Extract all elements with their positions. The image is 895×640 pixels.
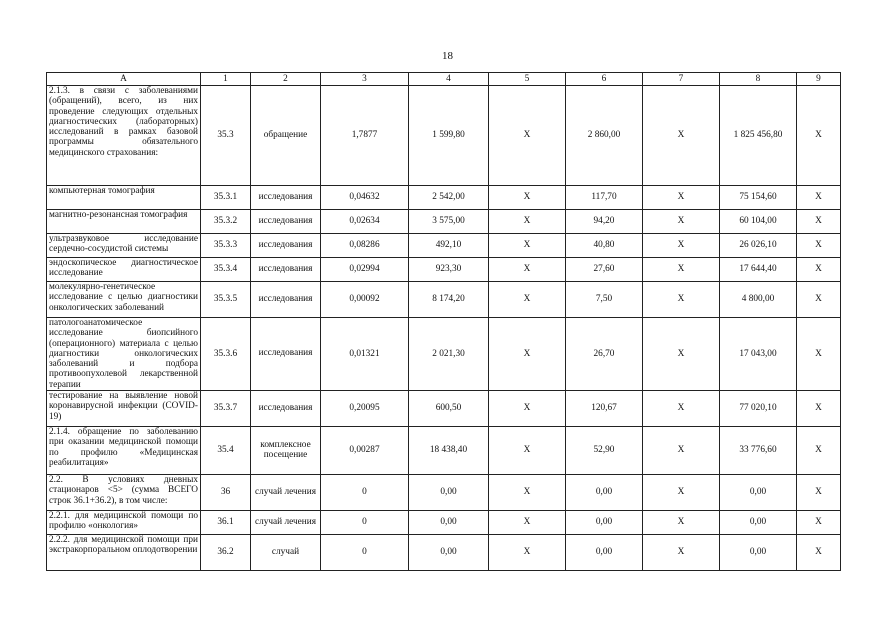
cell-col5: X (489, 318, 566, 391)
table-row (47, 391, 841, 427)
cell-code: 36.1 (201, 511, 251, 535)
header-cell-2: 2 (251, 73, 321, 86)
cell-col4: 600,50 (409, 391, 489, 427)
cell-col8: 0,00 (720, 535, 797, 571)
cell-name: эндоскопическое диагностическое исследование (47, 258, 201, 282)
cell-col4: 8 174,20 (409, 282, 489, 318)
table-row (47, 511, 841, 535)
cell-col9: X (797, 427, 841, 475)
cell-col9: X (797, 511, 841, 535)
table-row (47, 475, 841, 511)
cell-col5: X (489, 234, 566, 258)
cell-code: 36 (201, 475, 251, 511)
table-row (47, 86, 841, 186)
cell-code: 35.3 (201, 86, 251, 186)
cell-col9: X (797, 475, 841, 511)
header-cell-7: 7 (643, 73, 720, 86)
cell-unit: исследования (251, 282, 321, 318)
cell-name: 2.2.2. для медицинской помощи при экстракорпоральном оплодотворении (47, 535, 201, 571)
header-cell-6: 6 (566, 73, 643, 86)
cell-col8: 0,00 (720, 511, 797, 535)
cell-col8: 4 800,00 (720, 282, 797, 318)
cell-col8: 26 026,10 (720, 234, 797, 258)
cell-unit: исследования (251, 391, 321, 427)
cell-col9: X (797, 210, 841, 234)
cell-col8: 17 043,00 (720, 318, 797, 391)
cell-col3: 0,02994 (321, 258, 409, 282)
table-row (47, 318, 841, 391)
cell-col7: X (643, 427, 720, 475)
header-cell-8: 8 (720, 73, 797, 86)
cell-col7: X (643, 86, 720, 186)
cell-col4: 923,30 (409, 258, 489, 282)
cell-col6: 94,20 (566, 210, 643, 234)
table-row (47, 258, 841, 282)
cell-code: 36.2 (201, 535, 251, 571)
data-table (46, 72, 841, 571)
table-body (47, 86, 841, 571)
page-number: 18 (442, 50, 453, 62)
header-cell-9: 9 (797, 73, 841, 86)
cell-col5: X (489, 475, 566, 511)
cell-col3: 0,00287 (321, 427, 409, 475)
cell-col4: 2 021,30 (409, 318, 489, 391)
cell-unit: исследования (251, 234, 321, 258)
cell-col7: X (643, 258, 720, 282)
cell-code: 35.3.5 (201, 282, 251, 318)
cell-col7: X (643, 475, 720, 511)
cell-col5: X (489, 258, 566, 282)
cell-unit: комплексное посещение (251, 427, 321, 475)
cell-col4: 492,10 (409, 234, 489, 258)
cell-col3: 0,08286 (321, 234, 409, 258)
cell-name: компьютерная томография (47, 186, 201, 210)
cell-code: 35.3.6 (201, 318, 251, 391)
cell-name: 2.2. В условиях дневных стационаров <5> (сумма ВСЕГО строк 36.1+36.2), в том числе: (47, 475, 201, 511)
cell-col9: X (797, 234, 841, 258)
cell-name: ультразвуковое исследование сердечно-сосудистой системы (47, 234, 201, 258)
header-cell-1: 1 (201, 73, 251, 86)
cell-name: 2.1.4. обращение по заболеванию при оказании медицинской помощи по профилю «Медицинская реабилитация» (47, 427, 201, 475)
cell-col7: X (643, 186, 720, 210)
cell-col6: 0,00 (566, 475, 643, 511)
cell-col4: 0,00 (409, 475, 489, 511)
cell-col5: X (489, 86, 566, 186)
cell-col9: X (797, 391, 841, 427)
cell-name: 2.2.1. для медицинской помощи по профилю «онкология» (47, 511, 201, 535)
cell-col7: X (643, 535, 720, 571)
table-row (47, 186, 841, 210)
cell-col7: X (643, 282, 720, 318)
cell-col6: 120,67 (566, 391, 643, 427)
cell-col3: 0,00092 (321, 282, 409, 318)
cell-col9: X (797, 282, 841, 318)
cell-col4: 3 575,00 (409, 210, 489, 234)
cell-col3: 0,01321 (321, 318, 409, 391)
cell-col6: 26,70 (566, 318, 643, 391)
cell-col3: 1,7877 (321, 86, 409, 186)
header-cell-3: 3 (321, 73, 409, 86)
header-row (47, 73, 841, 86)
cell-col8: 77 020,10 (720, 391, 797, 427)
table-row (47, 535, 841, 571)
cell-col8: 1 825 456,80 (720, 86, 797, 186)
cell-col3: 0 (321, 475, 409, 511)
cell-col7: X (643, 391, 720, 427)
cell-col4: 2 542,00 (409, 186, 489, 210)
cell-col3: 0 (321, 535, 409, 571)
cell-col8: 33 776,60 (720, 427, 797, 475)
cell-col9: X (797, 258, 841, 282)
cell-name: тестирование на выявление новой коронавирусной инфекции (COVID-19) (47, 391, 201, 427)
table-row (47, 210, 841, 234)
cell-col6: 27,60 (566, 258, 643, 282)
cell-col5: X (489, 427, 566, 475)
cell-col9: X (797, 86, 841, 186)
cell-col4: 18 438,40 (409, 427, 489, 475)
cell-unit: исследования (251, 186, 321, 210)
table-row (47, 427, 841, 475)
cell-col6: 7,50 (566, 282, 643, 318)
cell-code: 35.3.7 (201, 391, 251, 427)
cell-name: магнитно-резонансная томография (47, 210, 201, 234)
cell-col7: X (643, 234, 720, 258)
cell-col5: X (489, 511, 566, 535)
cell-col8: 17 644,40 (720, 258, 797, 282)
cell-col6: 0,00 (566, 535, 643, 571)
cell-col3: 0,20095 (321, 391, 409, 427)
cell-col7: X (643, 318, 720, 391)
cell-col4: 1 599,80 (409, 86, 489, 186)
cell-code: 35.3.1 (201, 186, 251, 210)
cell-col5: X (489, 186, 566, 210)
cell-code: 35.3.4 (201, 258, 251, 282)
cell-unit: случай лечения (251, 511, 321, 535)
cell-col6: 52,90 (566, 427, 643, 475)
cell-col9: X (797, 186, 841, 210)
cell-col4: 0,00 (409, 511, 489, 535)
cell-name: патологоанатомическое исследование биопсийного (операционного) материала с целью диагностики онкологических заболеваний и подбора противоопухолевой лекарственной терапии (47, 318, 201, 391)
cell-col6: 0,00 (566, 511, 643, 535)
cell-col5: X (489, 210, 566, 234)
table-row (47, 234, 841, 258)
cell-col7: X (643, 511, 720, 535)
cell-col3: 0 (321, 511, 409, 535)
cell-col6: 40,80 (566, 234, 643, 258)
cell-unit: случай лечения (251, 475, 321, 511)
cell-col5: X (489, 282, 566, 318)
cell-code: 35.3.2 (201, 210, 251, 234)
cell-col8: 0,00 (720, 475, 797, 511)
cell-col3: 0,02634 (321, 210, 409, 234)
cell-col9: X (797, 535, 841, 571)
cell-code: 35.3.3 (201, 234, 251, 258)
cell-col8: 75 154,60 (720, 186, 797, 210)
header-cell-a: А (47, 73, 201, 86)
cell-unit: исследования (251, 258, 321, 282)
cell-name: молекулярно-генетическое исследование с целью диагностики онкологических заболеваний (47, 282, 201, 318)
cell-col9: X (797, 318, 841, 391)
cell-col5: X (489, 391, 566, 427)
cell-unit: случай (251, 535, 321, 571)
header-cell-5: 5 (489, 73, 566, 86)
header-cell-4: 4 (409, 73, 489, 86)
cell-code: 35.4 (201, 427, 251, 475)
cell-col3: 0,04632 (321, 186, 409, 210)
cell-name: 2.1.3. в связи с заболеваниями (обращений), всего, из них проведение следующих отдельных диагностических (лабораторных) исследований в рамках базовой программы обязательного медицинского страхования: (47, 86, 201, 186)
cell-unit: исследования (251, 210, 321, 234)
cell-col4: 0,00 (409, 535, 489, 571)
cell-unit: обращение (251, 86, 321, 186)
cell-col6: 2 860,00 (566, 86, 643, 186)
cell-unit: исследования (251, 318, 321, 391)
cell-col5: X (489, 535, 566, 571)
cell-col7: X (643, 210, 720, 234)
cell-col6: 117,70 (566, 186, 643, 210)
table-row (47, 282, 841, 318)
cell-col8: 60 104,00 (720, 210, 797, 234)
